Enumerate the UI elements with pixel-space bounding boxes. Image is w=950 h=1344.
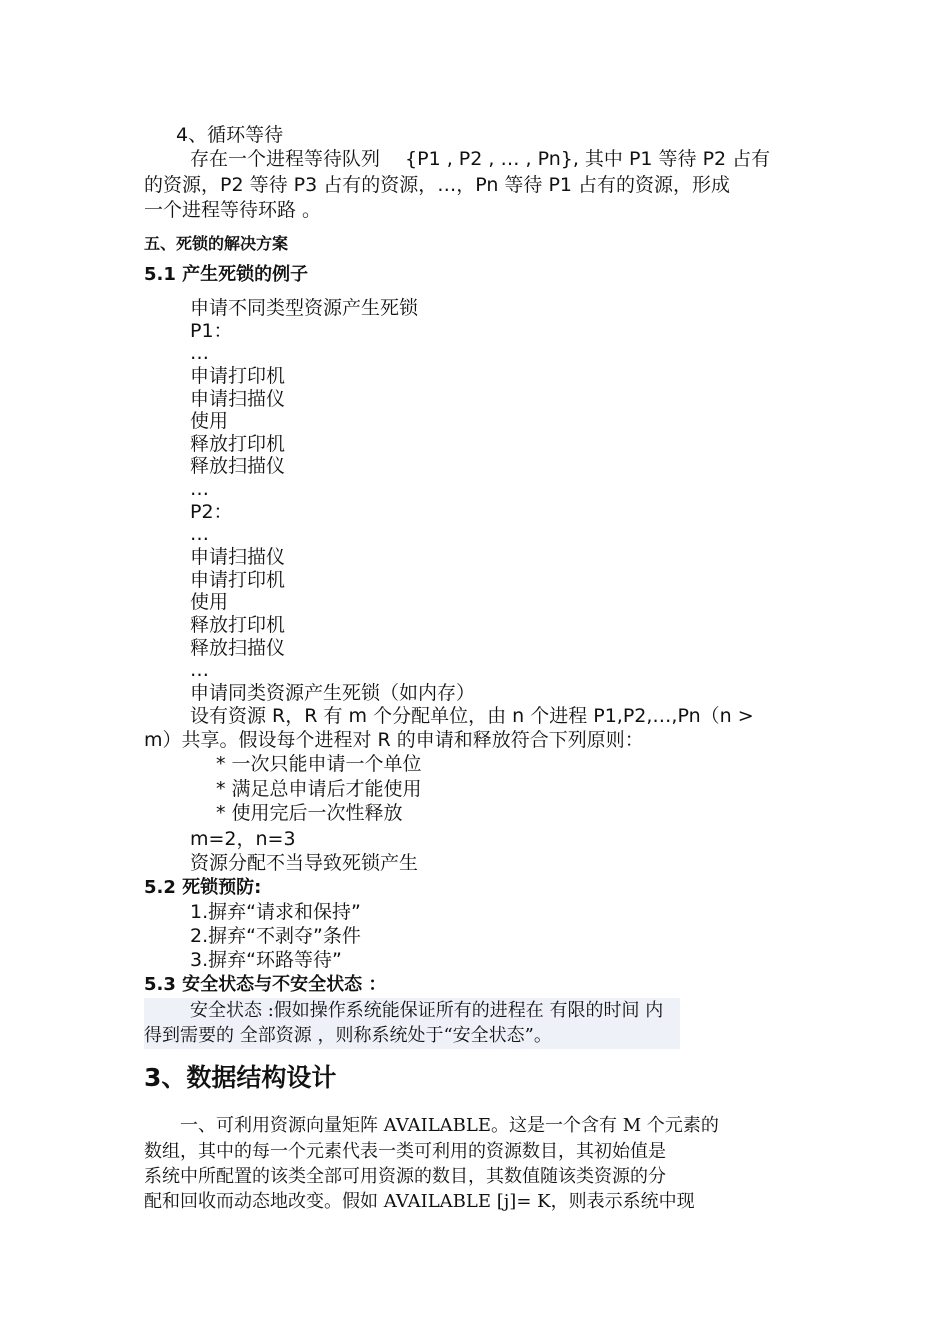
section-5-title: 五、死锁的解决方案 [144,234,289,253]
s53-line-1: 安全状态 :假如操作系统能保证所有的进程在 有限的时间 内 [144,998,680,1024]
s51-line: … [190,659,209,681]
s51-rule: * 满足总申请后才能使用 [216,778,422,800]
circular-wait-line-3: 一个进程等待环路 。 [144,199,322,221]
s51-mn: m=2，n=3 [190,828,296,850]
s51-line: 释放扫描仪 [190,637,286,659]
s52-item: 3.摒弃“环路等待” [190,949,342,971]
subsection-5-2-title: 5.2 死锁预防: [144,877,262,898]
s52-item: 2.摒弃“不剥夺”条件 [190,925,361,947]
circular-wait-heading: 4、循环等待 [176,124,284,146]
s51-line: … [190,478,209,500]
s51-conclusion: 资源分配不当导致死锁产生 [190,852,419,874]
s51-line: P1： [190,320,233,342]
s53-line-2: 得到需要的 全部资源 ，则称系统处于“安全状态”。 [144,1023,680,1049]
s51-line: 使用 [190,410,229,432]
s51-line: … [190,523,209,545]
s3-paragraph-line: 系统中所配置的该类全部可用资源的数目，其数值随该类资源的分 [144,1166,666,1187]
s51-line: 释放扫描仪 [190,455,286,477]
s51-line: 申请扫描仪 [190,388,286,410]
s51-paragraph-line-2: m）共享。假设每个进程对 R 的申请和释放符合下列原则： [144,729,644,751]
s51-rule: * 使用完后一次性释放 [216,802,403,824]
s51-rule: * 一次只能申请一个单位 [216,753,422,775]
s51-line: 申请扫描仪 [190,546,286,568]
s51-line: 释放打印机 [190,433,286,455]
circular-wait-line-2: 的资源，P2 等待 P3 占有的资源，…，Pn 等待 P1 占有的资源，形成 [144,174,731,196]
s51-line: … [190,342,209,364]
circular-wait-line-1: 存在一个进程等待队列 {P1 , P2 , … , Pn}, 其中 P1 等待 P2 占有 [190,148,771,170]
s51-line: 申请打印机 [190,569,286,591]
s3-paragraph-line: 一、可利用资源向量矩阵 AVAILABLE。这是一个含有 M 个元素的 [180,1115,719,1136]
subsection-5-1-title: 5.1 产生死锁的例子 [144,264,309,285]
s52-item: 1.摒弃“请求和保持” [190,901,361,923]
s51-paragraph-line-1: 设有资源 R，R 有 m 个分配单位，由 n 个进程 P1,P2,…,Pn（n > [190,705,754,727]
s51-line: 释放打印机 [190,614,286,636]
s3-paragraph-line: 数组，其中的每一个元素代表一类可利用的资源数目，其初始值是 [144,1141,666,1162]
s51-line: 使用 [190,591,229,613]
s51-line: 申请不同类型资源产生死锁 [190,297,419,319]
s3-paragraph-line: 配和回收而动态地改变。假如 AVAILABLE [j]= K，则表示系统中现 [144,1191,695,1212]
s51-line: 申请同类资源产生死锁（如内存） [190,682,476,704]
section-3-title: 3、数据结构设计 [144,1063,337,1092]
s51-line: P2： [190,501,233,523]
s51-line: 申请打印机 [190,365,286,387]
subsection-5-3-title: 5.3 安全状态与不安全状态 ： [144,974,387,995]
